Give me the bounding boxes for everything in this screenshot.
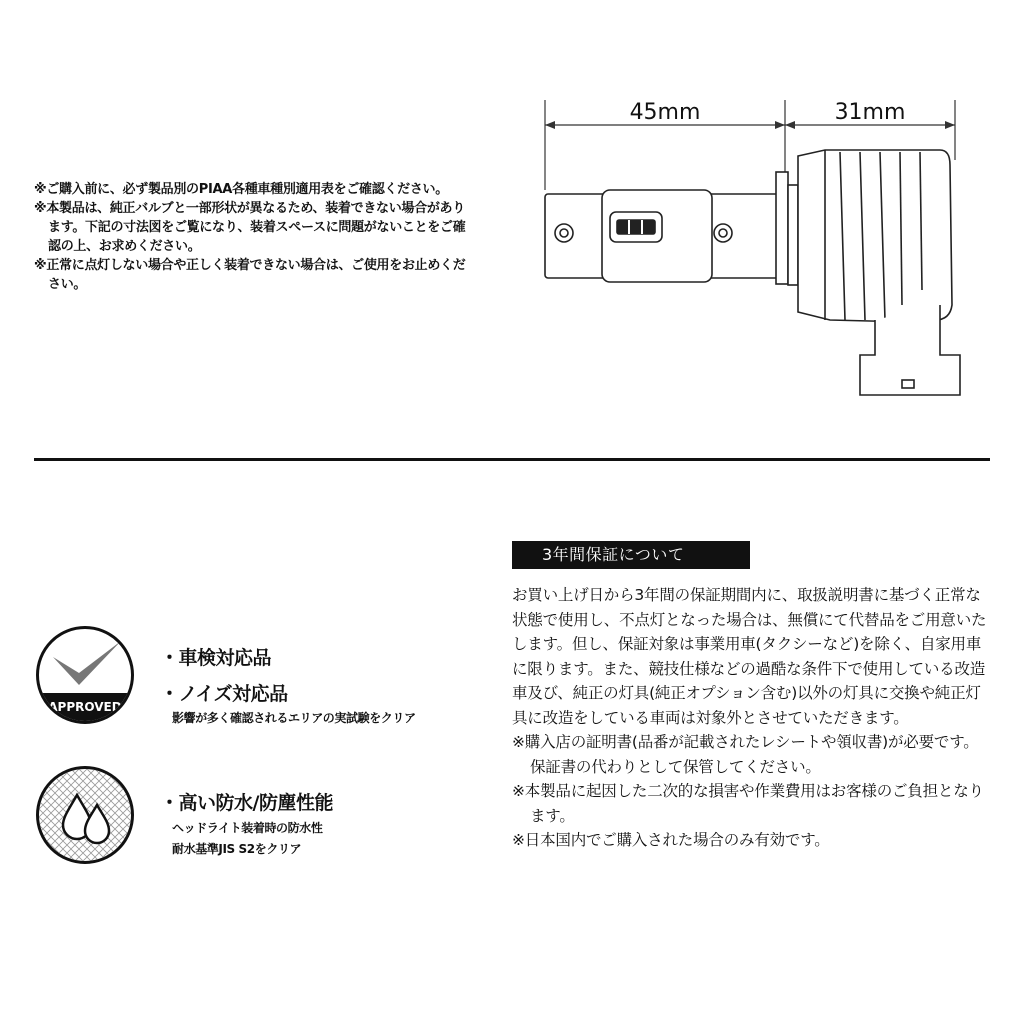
led-bulb-drawing [545,150,960,395]
approved-badge-icon [36,626,134,724]
approved-badge-text: APPROVED [48,700,122,714]
warranty-note: ※本製品に起因した二次的な損害や作業費用はお客様のご負担となります。 [512,782,984,825]
purchase-note: ※正常に点灯しない場合や正しく装着できない場合は、ご使用をお止めください。 [34,258,466,292]
warranty-note: ※購入店の証明書(品番が記載されたレシートや領収書)が必要です。保証書の代わりとして保管してください。 [512,733,979,776]
feature-waterproof-sub1: ヘッドライト装着時の防水性 [172,821,323,835]
feature-waterproof: ・高い防水/防塵性能 [160,792,333,814]
feature-noise-sub: 影響が多く確認されるエリアの実試験をクリア [172,711,416,725]
feature-shaken: ・車検対応品 [160,647,272,669]
warranty-note: ※日本国内でご購入された場合のみ有効です。 [512,831,830,849]
purchase-note: ※本製品は、純正バルブと一部形状が異なるため、装着できない場合があります。下記の寸法図をご覧になり、装着スペースに問題がないことをご確認の上、お求めください。 [34,201,466,254]
purchase-notes [34,180,474,294]
warranty-title: 3年間保証について [512,541,750,569]
section-divider [34,458,990,461]
warranty-text: お買い上げ日から3年間の保証期間内に、取扱説明書に基づく正常な状態で使用し、不点灯となった場合は、無償にて代替品をご用意いたします。但し、保証対象は事業用車(タクシーなど)を除く、自家用車に限ります。また、競技仕様などの過酷な条件下で使用している改造車及び、純正の灯具(純正オプション含む)以外の灯具に交換や純正灯具に改造をしている車両は対象外とさせていただきます。 [512,586,987,727]
dimension-left-label: 45mm [629,100,701,125]
purchase-note: ※ご購入前に、必ず製品別のPIAA各種車種別適用表をご確認ください。 [34,182,448,197]
warranty-body [512,583,992,853]
bulb-dimension-diagram [530,90,970,410]
waterproof-icon [36,766,134,864]
dimension-right-label: 31mm [834,100,906,125]
feature-waterproof-sub2: 耐水基準JIS S2をクリア [172,842,302,856]
feature-noise: ・ノイズ対応品 [160,683,288,705]
